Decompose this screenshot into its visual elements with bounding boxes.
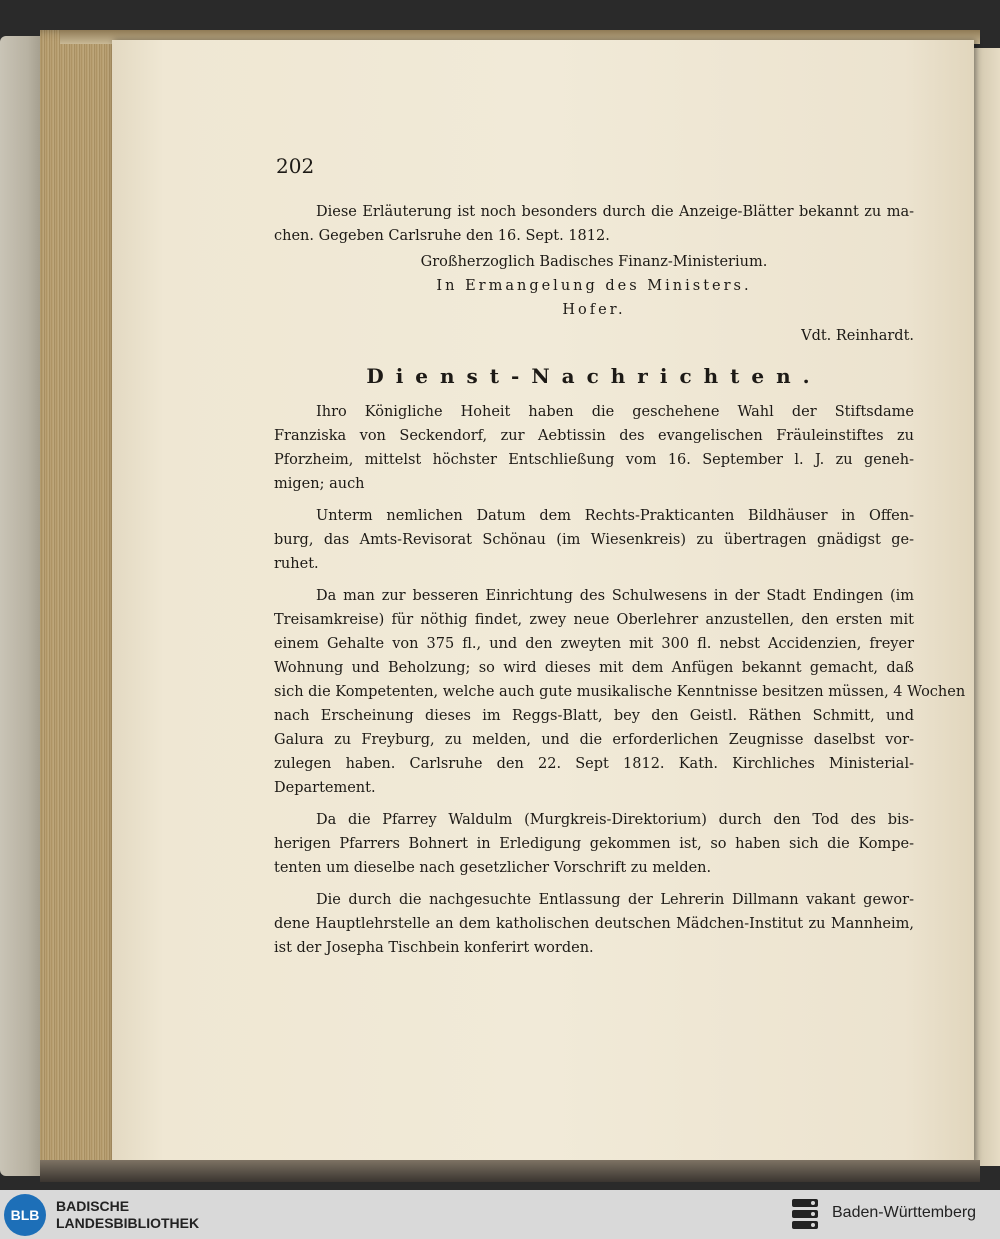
text-line: Wohnung und Beholzung; so wird dieses mit dem Anfügen bekannt gemacht, daß bbox=[274, 660, 914, 676]
text-line: dene Hauptlehrstelle an dem katholischen deutschen Mädchen-Institut zu Mannheim, bbox=[274, 916, 914, 932]
text-line: herigen Pfarrers Bohnert in Erledigung gekommen ist, so haben sich die Kompe- bbox=[274, 836, 914, 852]
text-line: Die durch die nachgesuchte Entlassung der Lehrerin Dillmann vakant gewor- bbox=[316, 892, 914, 908]
text-line: Da die Pfarrey Waldulm (Murgkreis-Direktorium) durch den Tod des bis- bbox=[316, 812, 914, 828]
lions-coat-of-arms-icon bbox=[790, 1196, 820, 1232]
text-line: einem Gehalte von 375 fl., und den zweyten mit 300 fl. nebst Accidenzien, freyer bbox=[274, 636, 914, 652]
text-line: migen; auch bbox=[274, 476, 365, 492]
text-line: In Ermangelung des Ministers. bbox=[436, 278, 752, 294]
page-number: 202 bbox=[276, 154, 315, 178]
text-line: Departement. bbox=[274, 780, 376, 796]
library-name-line1: BADISCHE bbox=[56, 1198, 130, 1214]
signature-name: Hofer. bbox=[562, 302, 626, 318]
footer-bar bbox=[0, 1190, 1000, 1239]
section-heading: Dienst-Nachrichten. bbox=[366, 364, 822, 388]
text-line: Diese Erläuterung ist noch besonders durch die Anzeige-Blätter bekannt zu ma- bbox=[316, 204, 914, 220]
text-line: nach Erscheinung dieses im Reggs-Blatt, bey den Geistl. Räthen Schmitt, und bbox=[274, 708, 914, 724]
countersignature: Vdt. Reinhardt. bbox=[801, 328, 914, 344]
text-line: ruhet. bbox=[274, 556, 319, 572]
text-line: zulegen haben. Carlsruhe den 22. Sept 1812. Kath. Kirchliches Ministerial- bbox=[274, 756, 914, 772]
text-line: Da man zur besseren Einrichtung des Schulwesens in der Stadt Endingen (im bbox=[316, 588, 914, 604]
text-line: Galura zu Freyburg, zu melden, und die erforderlichen Zeugnisse daselbst vor- bbox=[274, 732, 914, 748]
library-name[interactable] bbox=[56, 1198, 199, 1232]
text-line: Pforzheim, mittelst höchster Entschließung vom 16. September l. J. zu geneh- bbox=[274, 452, 914, 468]
facing-page-edge bbox=[972, 48, 1000, 1166]
text-line: chen. Gegeben Carlsruhe den 16. Sept. 1812. bbox=[274, 228, 610, 244]
ministry-title: Großherzoglich Badisches Finanz-Ministerium. bbox=[420, 254, 768, 270]
text-line: sich die Kompetenten, welche auch gute musikalische Kenntnisse besitzen müssen, 4 Wochen bbox=[274, 684, 966, 700]
text-line: tenten um dieselbe nach gesetzlicher Vorschrift zu melden. bbox=[274, 860, 712, 876]
text-line: burg, das Amts-Revisorat Schönau (im Wiesenkreis) zu übertragen gnädigst ge- bbox=[274, 532, 914, 548]
blb-logo[interactable]: BLB bbox=[4, 1194, 46, 1236]
text-line: Franziska von Seckendorf, zur Aebtissin des evangelischen Fräuleinstiftes zu bbox=[274, 428, 914, 444]
text-line: Unterm nemlichen Datum dem Rechts-Prakticanten Bildhäuser in Offen- bbox=[316, 508, 914, 524]
text-line: Treisamkreise) für nöthig findet, zwey neue Oberlehrer anzustellen, den ersten mit bbox=[274, 612, 914, 628]
text-line: ist der Josepha Tischbein konferirt worden. bbox=[274, 940, 594, 956]
text-line: Ihro Königliche Hoheit haben die geschehene Wahl der Stiftsdame bbox=[316, 404, 914, 420]
bottom-shadow bbox=[40, 1160, 980, 1182]
library-name-line2: LANDESBIBLIOTHEK bbox=[56, 1215, 200, 1231]
state-name[interactable]: Baden-Württemberg bbox=[832, 1204, 977, 1221]
